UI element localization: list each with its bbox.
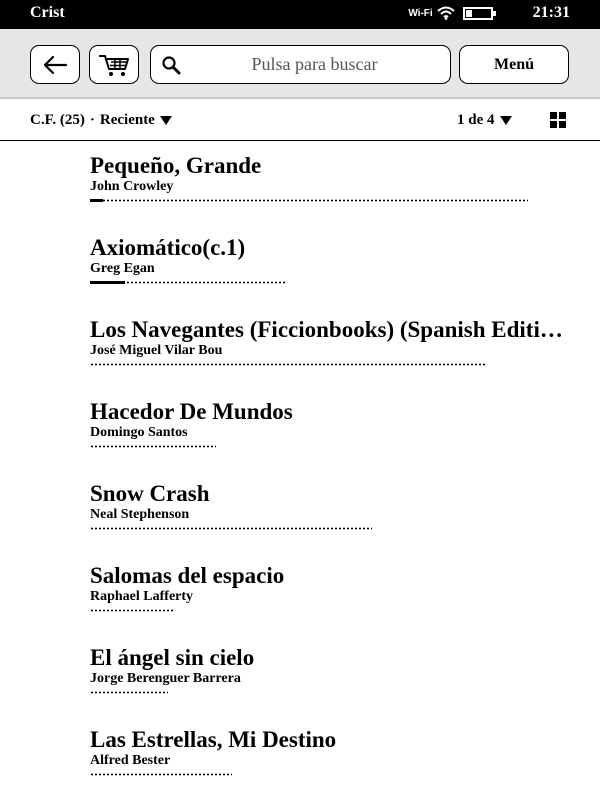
- search-input[interactable]: [150, 45, 451, 84]
- separator: ·: [89, 112, 95, 128]
- book-title: Salomas del espacio: [90, 563, 285, 588]
- book-item[interactable]: [90, 481, 580, 557]
- book-author: Domingo Santos: [90, 425, 188, 440]
- grid-view-icon[interactable]: [550, 112, 566, 128]
- reading-progress: [90, 527, 372, 530]
- book-author: John Crowley: [90, 179, 174, 194]
- reading-progress: [90, 363, 486, 366]
- book-title: Las Estrellas, Mi Destino: [90, 727, 337, 752]
- book-item[interactable]: [90, 563, 580, 639]
- book-title: Snow Crash: [90, 481, 210, 506]
- search-placeholder: Pulsa para buscar: [251, 54, 378, 74]
- battery-icon: [463, 7, 493, 20]
- book-author: Neal Stephenson: [90, 507, 190, 522]
- wifi-label: Wi-Fi: [408, 7, 433, 19]
- page-selector[interactable]: [457, 112, 512, 129]
- reading-progress: [90, 773, 232, 776]
- back-button[interactable]: [30, 45, 80, 84]
- collection-name: C.F. (25): [30, 112, 85, 128]
- status-user-name: Crist: [30, 4, 65, 21]
- book-title: Los Navegantes (Ficcionbooks) (Spanish Editi…: [90, 317, 563, 342]
- reading-progress-fill: [90, 199, 103, 202]
- top-toolbar: [0, 29, 600, 99]
- book-author: Jorge Berenguer Barrera: [90, 671, 241, 686]
- reading-progress: [90, 609, 174, 612]
- store-cart-button[interactable]: [89, 45, 139, 84]
- reading-progress-fill: [90, 281, 125, 284]
- book-author: José Miguel Vilar Bou: [90, 343, 223, 358]
- book-author: Alfred Bester: [90, 753, 171, 768]
- book-item[interactable]: [90, 645, 580, 721]
- filter-bar: [0, 101, 600, 141]
- reading-progress: [90, 199, 528, 202]
- book-item[interactable]: [90, 727, 580, 800]
- reading-progress: [90, 445, 216, 448]
- battery-level: [466, 10, 473, 17]
- status-indicators: [408, 4, 570, 22]
- book-title: Hacedor De Mundos: [90, 399, 293, 424]
- book-item[interactable]: [90, 399, 580, 475]
- book-title: Pequeño, Grande: [90, 153, 262, 178]
- book-title: Axiomático(c.1): [90, 235, 246, 260]
- reading-progress: [90, 691, 168, 694]
- reading-progress: [90, 281, 286, 284]
- page-indicator: 1 de 4: [457, 112, 495, 128]
- sort-dropdown-icon: [160, 116, 172, 125]
- book-item[interactable]: [90, 317, 580, 393]
- page-dropdown-icon: [500, 116, 512, 125]
- collection-sort-selector[interactable]: [30, 112, 172, 129]
- book-author: Greg Egan: [90, 261, 155, 276]
- book-author: Raphael Lafferty: [90, 589, 194, 604]
- book-item[interactable]: [90, 235, 580, 311]
- book-item[interactable]: [90, 153, 580, 229]
- wifi-icon: [437, 6, 455, 20]
- sort-label: Reciente: [99, 112, 155, 128]
- book-title: El ángel sin cielo: [90, 645, 255, 670]
- status-bar: [0, 0, 600, 29]
- cart-icon: [97, 52, 131, 78]
- search-icon: [161, 55, 181, 75]
- arrow-left-icon: [42, 55, 68, 75]
- status-time: 21:31: [532, 4, 570, 21]
- menu-button[interactable]: Menú: [459, 45, 569, 84]
